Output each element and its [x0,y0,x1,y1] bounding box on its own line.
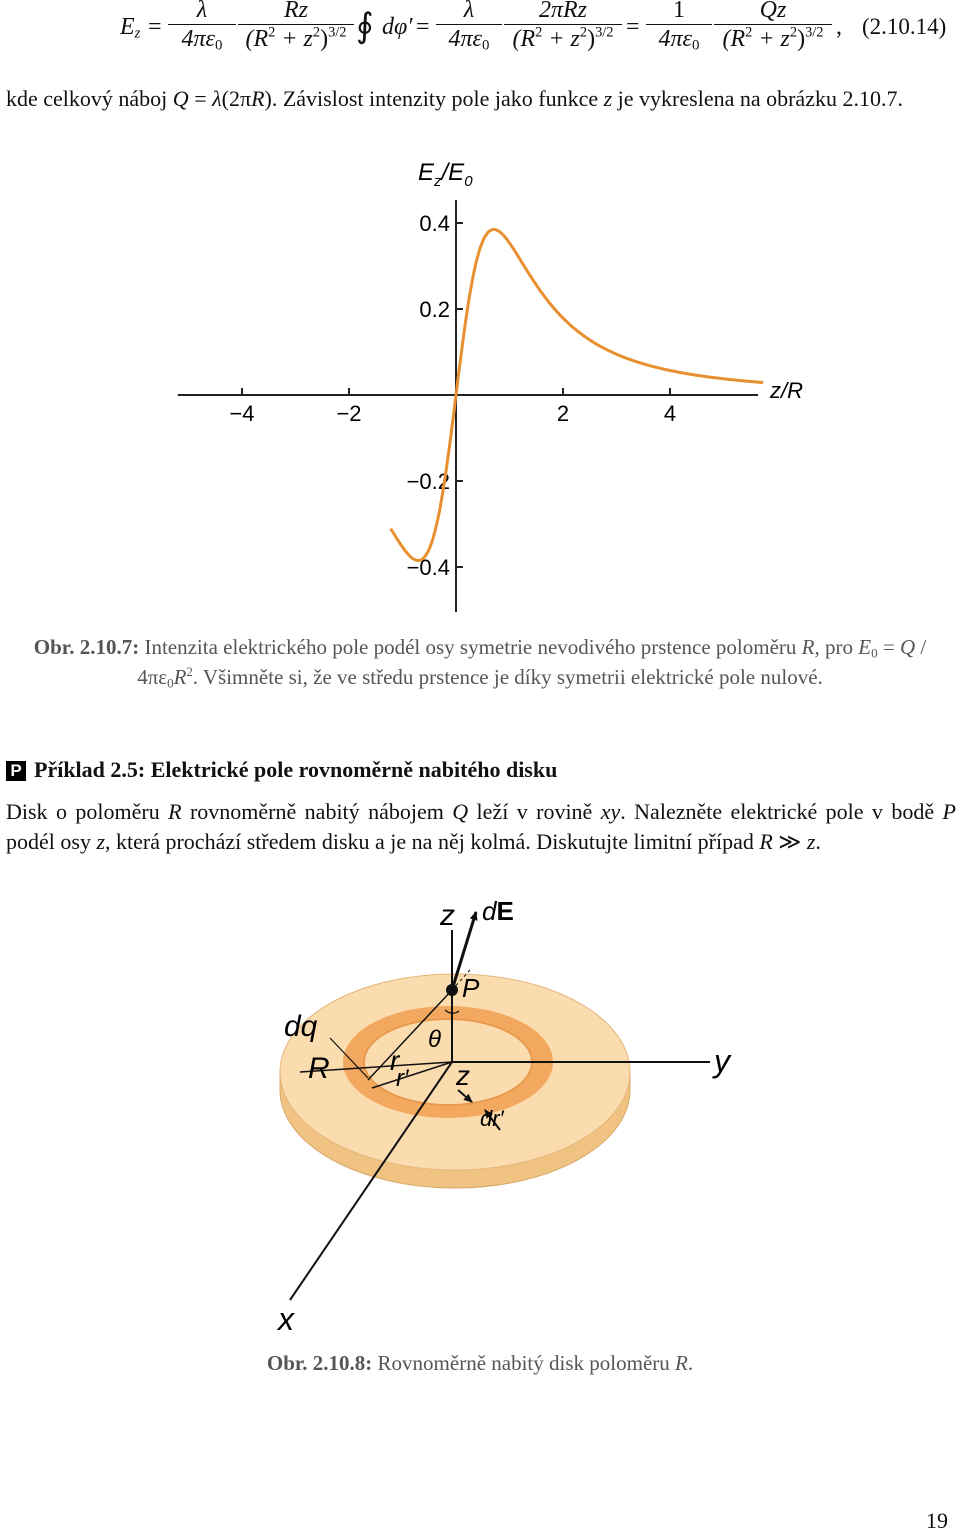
contour-integral-symbol: ∮ [356,8,374,45]
label-r-prime: r′ [396,1065,409,1092]
label-P: P [462,973,480,1003]
eq-fraction: Qz $(R^2 + z^2)^{3/2}$ [714,0,832,53]
label-dr-prime: dr′ [480,1106,504,1131]
label-dq: dq [284,1010,318,1043]
figure-caption-2-10-8: Obr. 2.10.8: Rovnoměrně nabitý disk poloměru R. [266,1351,694,1375]
example-heading: P Příklad 2.5: Elektrické pole rovnoměrně nabitého disku [6,757,557,783]
y-tick-label: 0.2 [419,297,450,322]
eq-fraction: λ $4\pi\varepsilon_0$ [168,0,236,53]
paragraph-problem: Disk o poloměru R rovnoměrně nabitý nábojem Q leží v rovině xy. Nalezněte elektrické pole v bodě P podél osy z, která prochází středem disku a je na něj kolmá. Diskutujte limitní případ R ≫ z. [6,799,956,854]
eq-fraction: 2πRz $(R^2 + z^2)^{3/2}$ [504,0,622,53]
paragraph-intro: kde celkový náboj Q = λ(2πR). Závislost intenzity pole jako funkce z je vykreslena na obrázku 2.10.7. [6,86,903,111]
x-axis-label: z/R [770,378,803,403]
label-z-axis: z [440,899,455,932]
x-tick-label: −4 [229,401,255,426]
label-z-height: z [456,1060,470,1091]
label-x-axis: x [278,1301,294,1337]
figure-caption-2-10-7: Obr. 2.10.7: Intenzita elektrického pole podél osy symetrie nevodivého prstence poloměru R, pro $E_0 = Q / 4\pi\varepsilon_0R^2$. Všimněte si, že ve středu prstence je díky symetrii elektrické pole nulové. [33,635,927,691]
label-R: R [308,1052,330,1085]
eq-dphi: dφ′ [382,14,413,40]
label-r: r [390,1045,400,1076]
example-p-icon: P [6,761,26,781]
disk-figure [0,890,960,1340]
point-P [446,984,458,996]
y-tick-label: −0.2 [406,469,450,494]
x-tick-label: 4 [663,401,677,426]
page-number: 19 [926,1508,948,1533]
equation-number: (2.10.14) [862,14,947,39]
eq-fraction: 1 $4\pi\varepsilon_0$ [646,0,712,53]
label-theta: θ [428,1026,442,1053]
x-tick-label: −2 [336,401,362,426]
eq-lhs: $E_z$ [120,14,141,42]
eq-fraction: λ $4\pi\varepsilon_0$ [436,0,502,53]
eq-sign: = [626,14,640,40]
y-axis-label: $E_z/E_0$ [418,159,473,190]
y-tick-label: −0.4 [406,555,450,580]
ez-chart [0,140,960,630]
eq-fraction: Rz $(R^2 + z^2)^{3/2}$ [238,0,354,53]
label-dE: dE [482,896,514,926]
eq-sign: = [148,14,162,40]
eq-sign: = [416,14,430,40]
label-y-axis: y [714,1043,730,1079]
y-tick-label: 0.4 [419,211,450,236]
x-tick-label: 2 [556,401,570,426]
eq-comma: , [836,14,842,40]
